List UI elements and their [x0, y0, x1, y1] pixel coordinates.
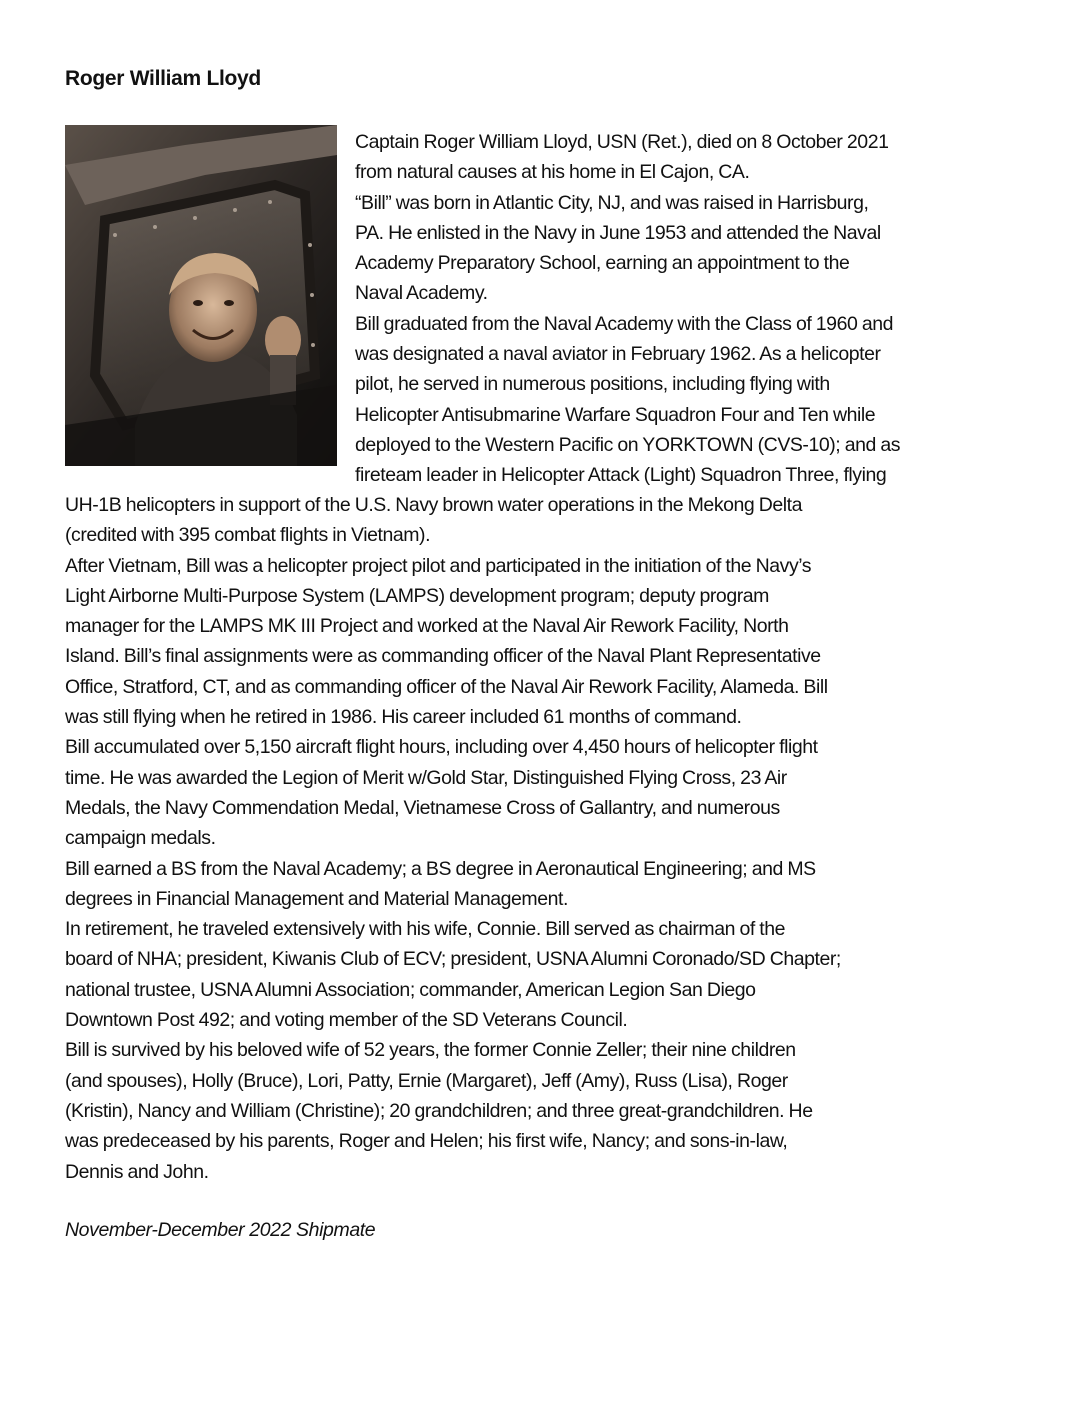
text-line: manager for the LAMPS MK III Project and worked at the Naval Air Rework Facility, North — [65, 615, 789, 638]
text-line: Office, Stratford, CT, and as commanding officer of the Naval Air Rework Facility, Alameda. Bill — [65, 675, 828, 698]
text-line: deployed to the Western Pacific on YORKTOWN (CVS-10); and as — [355, 433, 901, 456]
text-line: After Vietnam, Bill was a helicopter project pilot and participated in the initiation of the Navy’s — [65, 554, 812, 577]
text-line: Bill accumulated over 5,150 aircraft flight hours, including over 4,450 hours of helicopter flight — [65, 736, 818, 759]
text-line: fireteam leader in Helicopter Attack (Light) Squadron Three, flying — [355, 464, 887, 487]
text-line: Academy Preparatory School, earning an appointment to the — [355, 252, 850, 275]
text-line: PA. He enlisted in the Navy in June 1953 and attended the Naval — [355, 221, 881, 244]
text-line: national trustee, USNA Alumni Association; commander, American Legion San Diego — [65, 978, 756, 1001]
text-line: Helicopter Antisubmarine Warfare Squadron Four and Ten while — [355, 403, 876, 426]
portrait-photo — [65, 125, 337, 466]
text-line: was still flying when he retired in 1986. His career included 61 months of command. — [65, 706, 742, 729]
text-line: Captain Roger William Lloyd, USN (Ret.), died on 8 October 2021 — [355, 131, 889, 153]
text-line: was predeceased by his parents, Roger and Helen; his first wife, Nancy; and sons-in-law, — [65, 1130, 788, 1153]
text-line: Naval Academy. — [355, 282, 488, 305]
text-line: board of NHA; president, Kiwanis Club of ECV; president, USNA Alumni Coronado/SD Chapter; — [65, 948, 841, 971]
text-line: Downtown Post 492; and voting member of the SD Veterans Council. — [65, 1009, 628, 1032]
text-line: Bill graduated from the Naval Academy with the Class of 1960 and — [355, 312, 894, 335]
text-line: (and spouses), Holly (Bruce), Lori, Patty, Ernie (Margaret), Jeff (Amy), Russ (Lisa), Roger — [65, 1069, 788, 1092]
text-line: Bill earned a BS from the Naval Academy; a BS degree in Aeronautical Engineering; and MS — [65, 857, 816, 880]
text-line: pilot, he served in numerous positions, including flying with — [355, 373, 830, 396]
text-line: from natural causes at his home in El Cajon, CA. — [355, 161, 750, 184]
text-line: In retirement, he traveled extensively with his wife, Connie. Bill served as chairman of the — [65, 918, 786, 941]
text-line: UH-1B helicopters in support of the U.S. Navy brown water operations in the Mekong Delta — [65, 494, 803, 516]
text-line: “Bill” was born in Atlantic City, NJ, and was raised in Harrisburg, — [355, 191, 869, 214]
text-line: (credited with 395 combat flights in Vietnam). — [65, 524, 431, 547]
text-line: Island. Bill’s final assignments were as commanding officer of the Naval Plant Representative — [65, 645, 821, 668]
bio-body-paragraph — [65, 490, 1035, 1187]
text-line: (Kristin), Nancy and William (Christine); 20 grandchildren; and three great-grandchildren. He — [65, 1099, 813, 1122]
bio-intro-paragraph — [355, 127, 1035, 491]
text-line: campaign medals. — [65, 827, 216, 850]
text-line: Medals, the Navy Commendation Medal, Vietnamese Cross of Gallantry, and numerous — [65, 796, 780, 819]
text-line: degrees in Financial Management and Material Management. — [65, 887, 568, 910]
text-line: Bill is survived by his beloved wife of 52 years, the former Connie Zeller; their nine children — [65, 1039, 796, 1062]
text-line: was designated a naval aviator in February 1962. As a helicopter — [355, 343, 881, 366]
obituary-title: Roger William Lloyd — [65, 67, 261, 90]
text-line: Light Airborne Multi-Purpose System (LAMPS) development program; deputy program — [65, 584, 769, 607]
text-line: Dennis and John. — [65, 1160, 209, 1183]
source-citation: November-December 2022 Shipmate — [65, 1219, 376, 1241]
text-line: time. He was awarded the Legion of Merit w/Gold Star, Distinguished Flying Cross, 23 Air — [65, 766, 787, 789]
